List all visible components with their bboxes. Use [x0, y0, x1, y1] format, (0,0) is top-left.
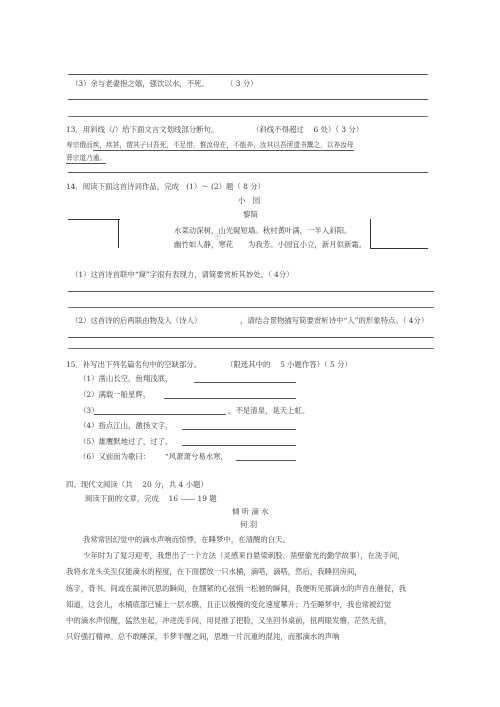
poem-mark: ㊉ — [214, 233, 221, 241]
poem-right-bar-vertical — [370, 219, 371, 248]
q15-item-1: （1）凿山长空，鱼翔浅底， — [79, 374, 173, 383]
article-paragraph-1: 我常常因幻觉中的滴水声响而惊悸，在睡梦中，在清醒的白天。 — [83, 535, 290, 544]
article-paragraph-2-line-2: 我将水龙头关至仅能滴水的程度，在下面摆放一只水桶，滴嗒，滴嗒，然后，我睡回房间， — [66, 567, 362, 576]
q15-blank-1[interactable] — [194, 382, 296, 383]
q15-blank-5[interactable] — [182, 445, 296, 446]
answer-line — [68, 337, 434, 338]
article-author: 何 羽 — [240, 520, 258, 529]
poem-title: 小 园 — [238, 196, 261, 205]
q14-sub2-a: （2）这首诗的后两联由物及人（诗人） — [71, 316, 202, 325]
article-title: 倾 听 滴 水 — [232, 507, 269, 516]
poem-line-1: 水菜动深树，山光窥短墙。秋村黄叶满，一半入斜阳。 — [174, 226, 352, 235]
q12-3-score: （ 3 分） — [226, 79, 258, 88]
q15-blank-2[interactable] — [164, 398, 296, 399]
q15-blank-6[interactable] — [236, 460, 296, 461]
q15-item-6: （6）又前而为歌曰： — [79, 452, 151, 461]
q13-limit: （斜线不得超过 6 处）（ 3 分） — [252, 125, 364, 134]
answer-line — [68, 99, 428, 100]
q14-sub2-b: ，请结合景物描写简要赏析诗中“人”的形象特点。（ 4分） — [240, 316, 429, 325]
q13-line1 — [66, 142, 354, 149]
poem-right-bar — [370, 248, 428, 249]
article-paragraph-2-line-1: 少年时为了复习迎考，我想出了一个方法（灵感来自悬梁刺股、凿壁偷光的勤学故事），在洗手间， — [83, 551, 405, 560]
q15-blank-4[interactable] — [182, 429, 296, 430]
q15-item-6-suffix: “风萧萧兮易水寒， — [165, 452, 228, 461]
q15-item-3-suffix: ，不是清泉，是天上虹。 — [228, 406, 310, 415]
poem-left-bar — [68, 219, 120, 220]
answer-line — [68, 172, 428, 173]
q15-blank-3[interactable] — [94, 414, 226, 415]
poem-line-2: 幽竹如人静，寒花 为我芳。小园宜小立，新月似新霜。 — [174, 240, 367, 249]
q15-item-2: （2）满载一船星辉， — [79, 390, 151, 399]
article-paragraph-3-line-2: 知道，这会儿，水桶底部已铺上一层水膜，且正以极慢的变化速度攀升；乃至睡梦中，我也常被幻觉 — [66, 600, 392, 609]
q13-prompt: 13．用斜线（/）给下面文言文划线部分断句。 — [66, 125, 219, 134]
answer-line — [68, 348, 434, 349]
q14-prompt: 14．阅读下面这首诗词作品，完成 (1）〜 (2）题（ 8 分） — [66, 182, 265, 191]
article-paragraph-3-line-4: 只好强打精神。总不敢睡深，半梦半醒之间，思维一片沉重的混沌，而那滴水的声响 — [66, 632, 340, 641]
q13-underlined-text: 疾，疾甚，谓其子曰吾死，不足惜，惟汝母在，不能养，汝其以吾所遗书鬻之，以养汝母 — [92, 141, 354, 149]
section4-prompt: 阅读下面的文章，完成 16 —— 19 题 — [85, 494, 217, 503]
q14-sub1: （1）这首诗首联中“窥”字很有表现力，请简要赏析其妙处。（ 4分） — [71, 270, 294, 279]
poem-author: 黎简 — [243, 210, 258, 219]
answer-line — [68, 307, 434, 308]
article-paragraph-3-line-3: 中的滴水声惊醒，猛然坐起，冲进洗手间，用昆推了把脸，又坐回书桌前，扭两眼发懵，茫然无措， — [66, 616, 392, 625]
q15-item-3: （3） — [79, 406, 99, 415]
answer-line — [68, 74, 428, 75]
article-paragraph-3-line-1: 练字，背书。间或在凝神沉思的瞬间，在绷紧的心弦悄一松驰的瞬间，我便听见那滴水的声音在催促，我 — [66, 584, 406, 593]
q15-note: （限选其中的 5 小题作答）（ 5 分） — [226, 360, 352, 369]
q15-item-5: （5）雄鹰默地过了，过了， — [79, 437, 173, 446]
answer-line — [68, 116, 428, 117]
section4-heading: 四、现代文阅读（共 20 分，共 4 小题） — [66, 480, 208, 489]
q15-item-4: （4）指点江山，激扬文字， — [79, 421, 173, 430]
q15-prompt: 15．补写出下列名篇名句中的空缺部分。 — [66, 360, 202, 369]
q13-line1-prefix: 寿宗俄而 — [66, 141, 93, 149]
answer-line — [68, 291, 434, 292]
poem-left-bar-vertical — [118, 219, 119, 248]
q13-line2[interactable]: 葬宗道乃逾。 — [66, 154, 107, 162]
q12-3-text: （3）余与老妻抱之嬉，强饮以水，不死。 — [71, 79, 209, 88]
